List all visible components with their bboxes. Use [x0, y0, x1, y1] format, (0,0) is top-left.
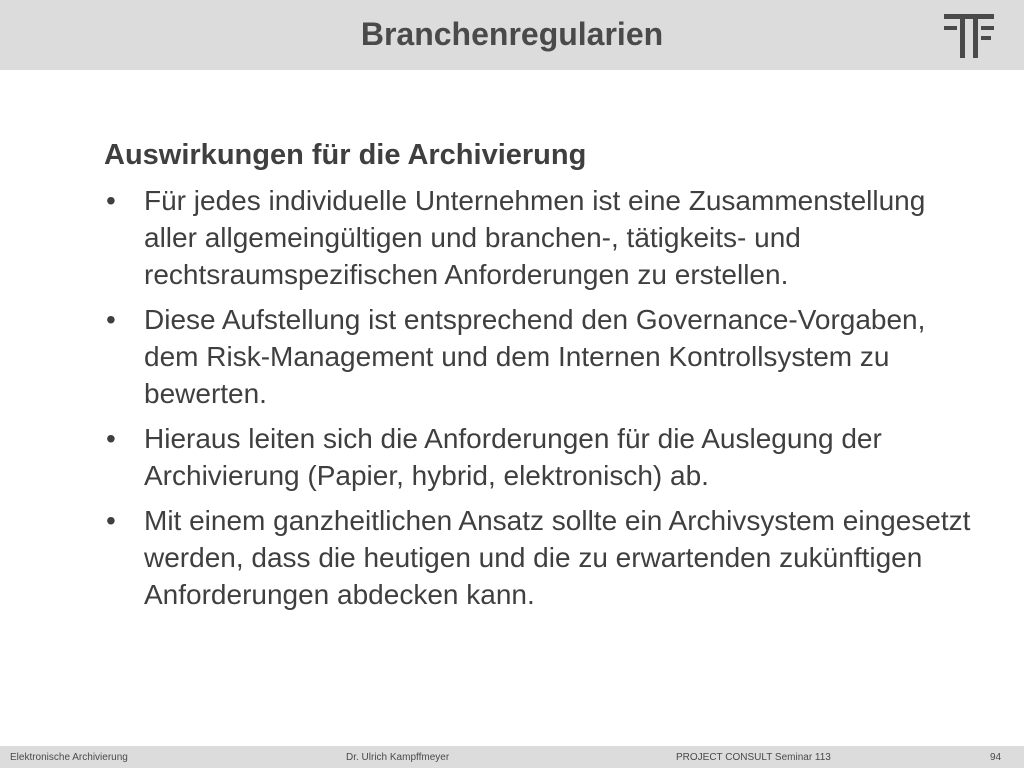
- bullet-item: [104, 182, 984, 293]
- footer-seminar: PROJECT CONSULT Seminar 113: [676, 752, 831, 763]
- bullet-item: [104, 502, 984, 613]
- bullet-icon: •: [106, 185, 116, 216]
- footer-bar: [0, 746, 1024, 768]
- bullet-text: Diese Aufstellung ist entsprechend den Governance-Vorgaben, dem Risk-Management und dem Internen Kontrollsystem zu bewerten.: [144, 304, 926, 409]
- project-consult-logo-icon: [944, 14, 994, 58]
- bullet-item: [104, 420, 984, 494]
- bullet-text: Für jedes individuelle Unternehmen ist eine Zusammenstellung aller allgemeingültigen und branchen-, tätigkeits- und rechtsraumspezifischen Anforderungen zu erstellen.: [144, 185, 926, 290]
- footer-page-number: 94: [990, 752, 1002, 763]
- footer-course-title: Elektronische Archivierung: [10, 752, 128, 763]
- bullet-icon: •: [106, 423, 116, 454]
- section-heading: Auswirkungen für die Archivierung: [104, 139, 587, 171]
- bullet-icon: •: [106, 505, 116, 536]
- bullet-icon: •: [106, 304, 116, 335]
- footer-author: Dr. Ulrich Kampffmeyer: [346, 752, 450, 763]
- slide-title: Branchenregularien: [360, 16, 664, 52]
- bullet-item: [104, 301, 984, 412]
- bullet-text: Mit einem ganzheitlichen Ansatz sollte ein Archivsystem eingesetzt werden, dass die heutigen und die zu erwartenden zukünftigen Anforderungen abdecken kann.: [144, 505, 971, 610]
- slide-content: [104, 136, 984, 621]
- bullet-list: [104, 182, 984, 613]
- bullet-text: Hieraus leiten sich die Anforderungen für die Auslegung der Archivierung (Papier, hybrid, elektronisch) ab.: [144, 423, 882, 491]
